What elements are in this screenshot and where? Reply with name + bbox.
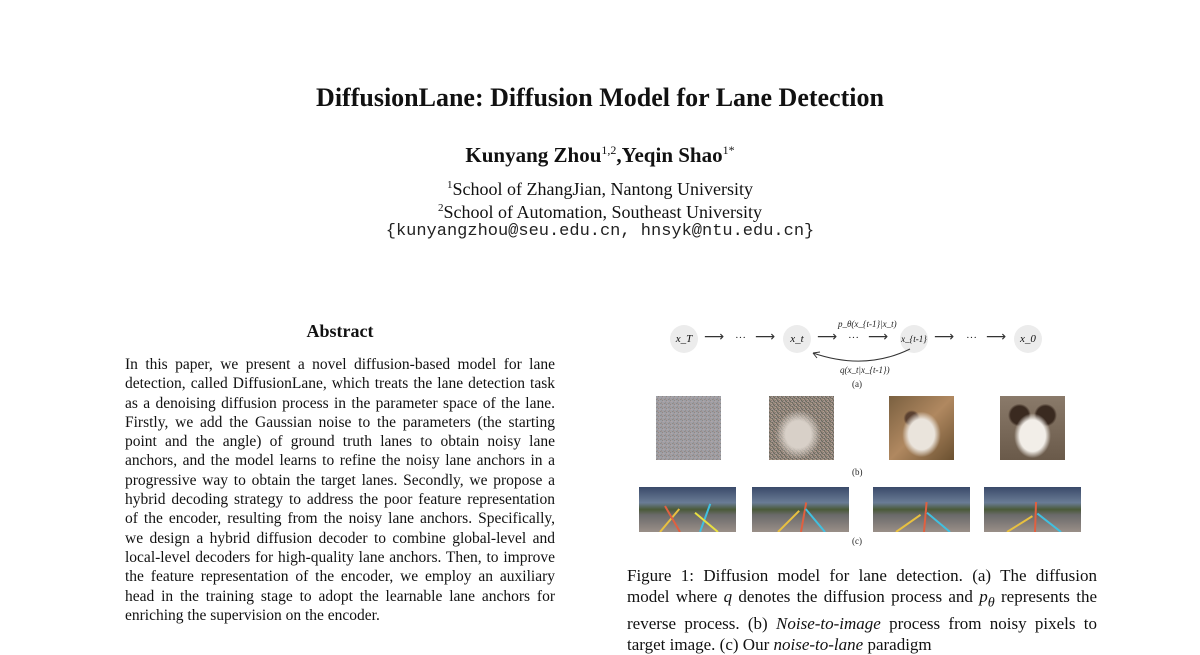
caption-text: denotes the diffusion process and — [732, 587, 980, 606]
arrow-right-icon: ⟶ — [934, 329, 955, 345]
arrow-right-icon: ⟶ — [986, 329, 1007, 345]
affiliation — [0, 202, 1200, 223]
arxiv-stamp — [24, 330, 80, 648]
author-name: Yeqin Shao — [621, 143, 723, 167]
affiliation-text: School of Automation, Southeast University — [443, 202, 762, 222]
caption-text: paradigm — [863, 635, 932, 655]
nearly-clean-image — [889, 396, 954, 460]
author-separator: , — [616, 143, 622, 167]
caption-math-p: p — [979, 587, 988, 606]
abstract-text: In this paper, we present a novel diffusion-based model for lane detection, called DiffusionLane, which treats the lane detection task as a denoising diffusion process in the parameter space of the lane. Firstly, we add the Gaussian noise to the parameters (the starting point and the angle) of ground truth lanes to obtain noisy lane anchors, and the model learns to refine the noisy lane anchors in a progressive way to obtain the target lanes. Secondly, we propose a hybrid decoding strategy to address the poor feature representation of the encoder, resulting from the noisy lane anchors. Specifically, we design a hybrid diffusion decoder to combine global-level and local-level decoders for high-quality lane anchors. Then, to improve the feature representation of the encoder, we employ an auxiliary head in the training stage to adopt the learnable lane anchors for enriching the supervision on the encoder. — [125, 356, 555, 624]
node-xt-1: x_{t-1} — [900, 325, 928, 353]
forward-process-label: q(x_t|x_{t-1}) — [840, 365, 890, 375]
author-affil-mark: 1* — [722, 143, 735, 157]
figure-1-caption — [627, 565, 1097, 655]
dots: ··· — [966, 332, 977, 344]
author-affil-mark: 1,2 — [601, 143, 617, 157]
node-xT: x_T — [670, 325, 698, 353]
arrow-right-icon: ⟶ — [817, 329, 838, 345]
dots: ··· — [848, 332, 859, 344]
author-list — [0, 143, 1200, 168]
dots: ··· — [735, 332, 746, 344]
caption-text: process from noisy pixels to target image. (c) Our — [627, 614, 1097, 655]
affiliation-mark: 2 — [438, 202, 444, 214]
affiliation-mark: 1 — [447, 179, 453, 191]
target-image — [1000, 396, 1065, 460]
road-scene-near-final-lanes — [873, 487, 970, 532]
node-xt: x_t — [783, 325, 811, 353]
affiliation — [0, 179, 1200, 200]
road-scene-refining-lanes — [752, 487, 849, 532]
caption-emphasis: noise-to-lane — [773, 635, 864, 655]
arrow-right-icon: ⟶ — [755, 329, 776, 345]
arrow-right-icon: ⟶ — [704, 329, 725, 345]
abstract-heading: Abstract — [306, 321, 374, 341]
road-scene-noisy-lanes — [639, 487, 736, 532]
caption-text: represents the reverse process. (b) — [627, 587, 1097, 634]
arrow-right-icon: ⟶ — [868, 329, 889, 345]
caption-math-q: q — [723, 587, 733, 606]
author-name: Kunyang Zhou — [465, 143, 602, 167]
noise-image — [656, 396, 721, 460]
paper-title: DiffusionLane: Diffusion Model for Lane Detection — [316, 83, 884, 112]
caption-math-theta: θ — [987, 594, 995, 611]
caption-text: Figure 1: Diffusion model for lane detection. (a) The diffusion model where — [627, 566, 1097, 606]
affiliation-text: School of ZhangJian, Nantong University — [452, 179, 753, 199]
author-emails: {kunyangzhou@seu.edu.cn, hnsyk@ntu.edu.cn} — [385, 222, 815, 241]
subfigure-b-label: (b) — [852, 467, 863, 477]
road-scene-target-lanes — [984, 487, 1081, 532]
node-x0: x_0 — [1014, 325, 1042, 353]
caption-emphasis: Noise-to-image — [776, 614, 881, 634]
subfigure-a-label: (a) — [852, 379, 862, 389]
figure-1 — [630, 315, 1100, 550]
subfigure-c-label: (c) — [852, 536, 862, 546]
partially-denoised-image — [769, 396, 834, 460]
reverse-process-label: p_θ(x_{t-1}|x_t) — [838, 319, 897, 329]
